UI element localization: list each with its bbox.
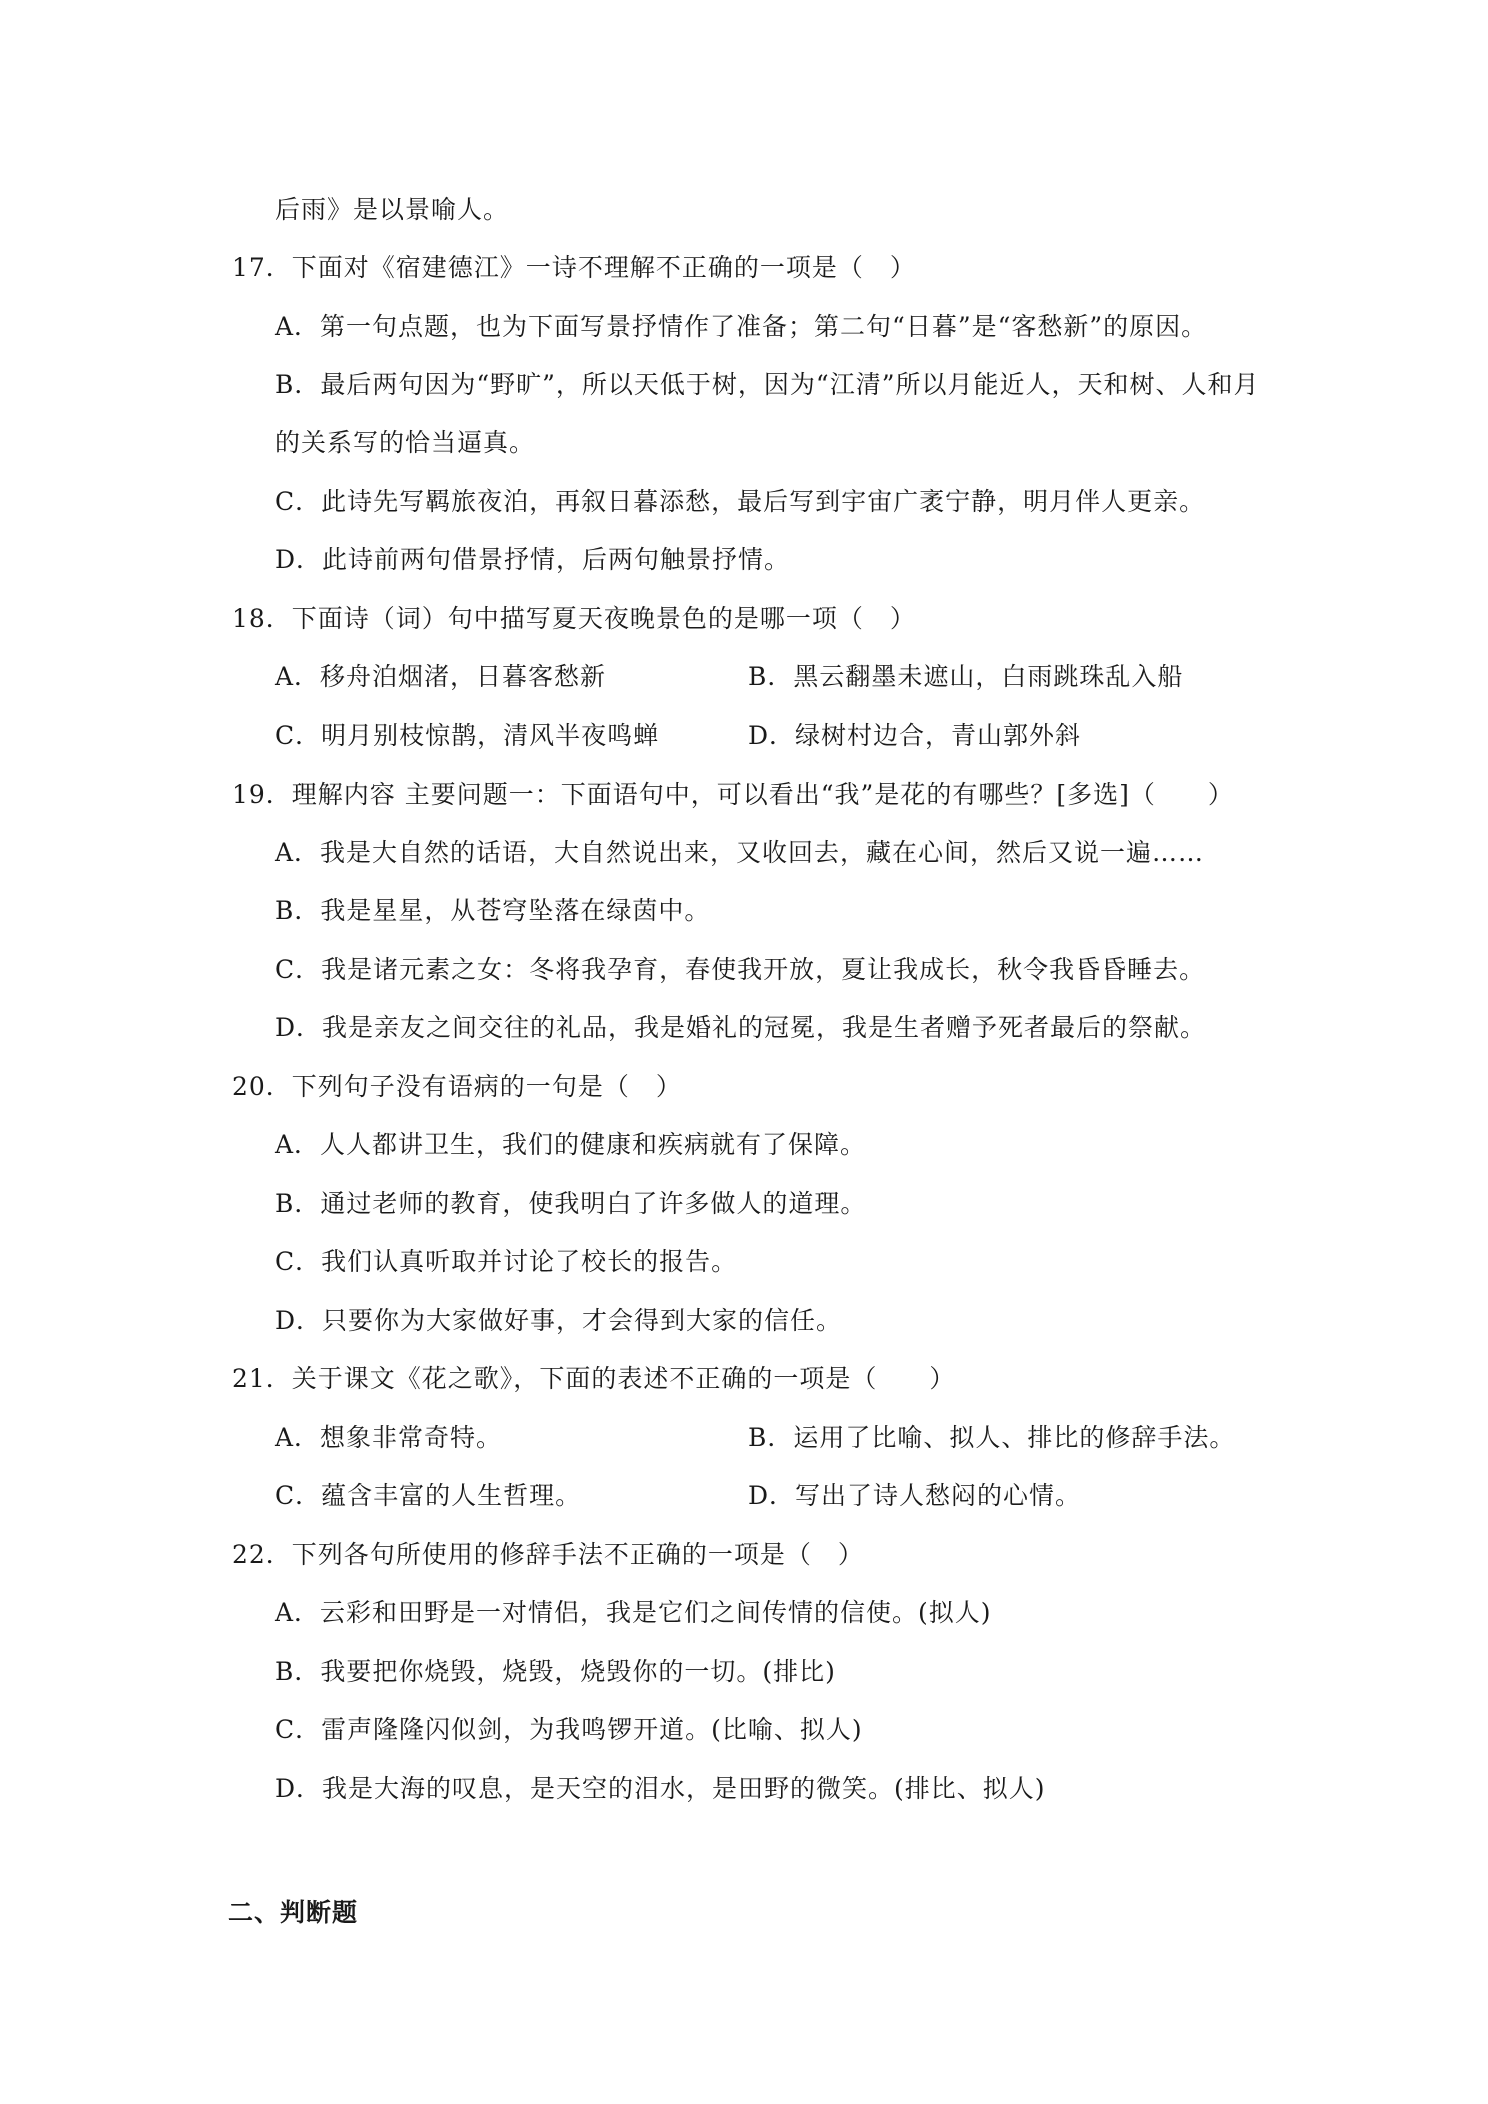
question-22-option-b: B．我要把你烧毁，烧毁，烧毁你的一切。(排比) [275, 1657, 836, 1686]
question-18-option-c: C．明月别枝惊鹊，清风半夜鸣蝉 [275, 721, 660, 750]
question-19-option-a: A．我是大自然的话语，大自然说出来，又收回去，藏在心间，然后又说一遍…… [275, 838, 1205, 867]
question-19-option-d: D．我是亲友之间交往的礼品，我是婚礼的冠冕，我是生者赠予死者最后的祭献。 [275, 1013, 1207, 1042]
question-17-option-b: B．最后两句因为“野旷”，所以天低于树，因为“江清”所以月能近人，天和树、人和月 [275, 370, 1260, 399]
question-17-option-b-cont: 的关系写的恰当逼真。 [275, 428, 536, 457]
question-18-option-a: A．移舟泊烟渚，日暮客愁新 [275, 662, 607, 691]
question-17-option-c: C．此诗先写羁旅夜泊，再叙日暮添愁，最后写到宇宙广袤宁静，明月伴人更亲。 [275, 487, 1206, 516]
question-17-option-d: D．此诗前两句借景抒情，后两句触景抒情。 [275, 545, 791, 574]
question-22-stem: 22．下列各句所使用的修辞手法不正确的一项是（ ） [232, 1540, 864, 1569]
question-21-option-a: A．想象非常奇特。 [275, 1423, 503, 1452]
question-20-option-c: C．我们认真听取并讨论了校长的报告。 [275, 1247, 738, 1276]
question-22-option-a: A．云彩和田野是一对情侣，我是它们之间传情的信使。(拟人) [275, 1598, 992, 1627]
question-19-stem: 19．理解内容 主要问题一：下面语句中，可以看出“我”是花的有哪些？[多选]（ ） [232, 780, 1234, 809]
question-21-option-d: D．写出了诗人愁闷的心情。 [748, 1481, 1082, 1510]
question-21-option-c: C．蕴含丰富的人生哲理。 [275, 1481, 582, 1510]
question-18-option-d: D．绿树村边合，青山郭外斜 [748, 721, 1082, 750]
question-22-option-c: C．雷声隆隆闪似剑，为我鸣锣开道。(比喻、拟人) [275, 1715, 863, 1744]
question-17-option-a: A．第一句点题，也为下面写景抒情作了准备；第二句“日暮”是“客愁新”的原因。 [275, 312, 1208, 341]
question-20-option-b: B．通过老师的教育，使我明白了许多做人的道理。 [275, 1189, 867, 1218]
question-18-option-b: B．黑云翻墨未遮山，白雨跳珠乱入船 [748, 662, 1184, 691]
question-19-option-c: C．我是诸元素之女：冬将我孕育，春使我开放，夏让我成长，秋令我昏昏睡去。 [275, 955, 1206, 984]
question-21-stem: 21．关于课文《花之歌》，下面的表述不正确的一项是（ ） [232, 1364, 956, 1393]
question-19-option-b: B．我是星星，从苍穹坠落在绿茵中。 [275, 896, 711, 925]
question-20-option-a: A．人人都讲卫生，我们的健康和疾病就有了保障。 [275, 1130, 867, 1159]
question-17-stem: 17．下面对《宿建德江》一诗不理解不正确的一项是（ ） [232, 253, 916, 282]
question-21-option-b: B．运用了比喻、拟人、排比的修辞手法。 [748, 1423, 1236, 1452]
question-18-stem: 18．下面诗（词）句中描写夏天夜晚景色的是哪一项（ ） [232, 604, 916, 633]
question-20-option-d: D．只要你为大家做好事，才会得到大家的信任。 [275, 1306, 843, 1335]
question-22-option-d: D．我是大海的叹息，是天空的泪水，是田野的微笑。(排比、拟人) [275, 1774, 1046, 1803]
section-heading-true-false: 二、判断题 [228, 1898, 359, 1927]
question-20-stem: 20．下列句子没有语病的一句是（ ） [232, 1072, 682, 1101]
continuation-text: 后雨》是以景喻人。 [275, 195, 510, 224]
